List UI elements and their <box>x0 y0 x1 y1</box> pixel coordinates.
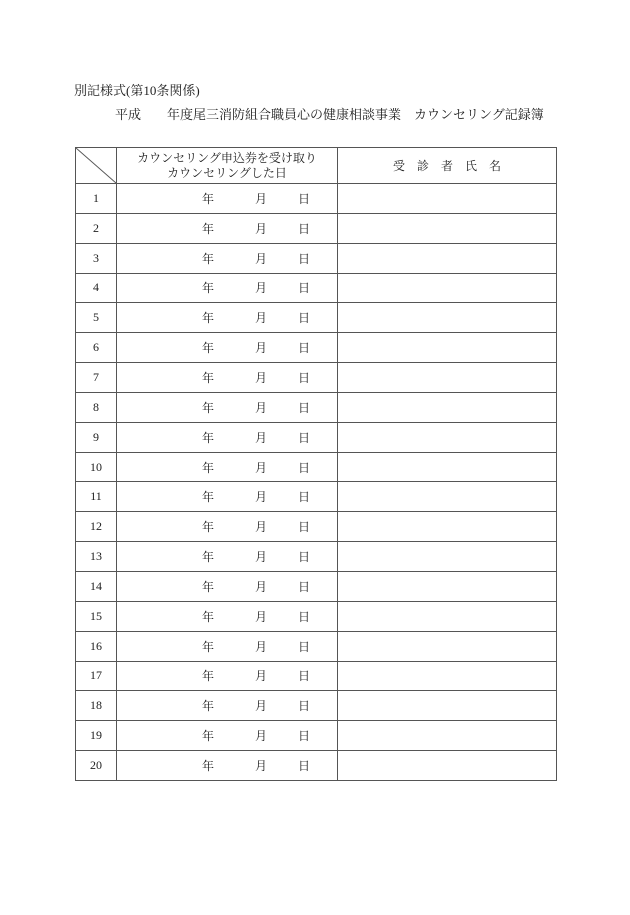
examinee-name-cell <box>338 184 557 214</box>
date-cell <box>117 482 338 512</box>
date-cell <box>117 452 338 482</box>
counseling-record-table <box>75 147 557 781</box>
record-row <box>76 691 557 721</box>
record-row <box>76 512 557 542</box>
examinee-name-cell <box>338 213 557 243</box>
row-number: 7 <box>76 363 117 393</box>
month-label: 月 <box>255 460 268 475</box>
month-label: 月 <box>255 609 268 624</box>
row-number: 4 <box>76 273 117 303</box>
record-row <box>76 601 557 631</box>
examinee-name-cell <box>338 482 557 512</box>
month-label: 月 <box>255 400 268 415</box>
year-label: 年 <box>202 311 215 326</box>
year-label: 年 <box>202 729 215 744</box>
diagonal-line-icon <box>76 148 116 183</box>
month-label: 月 <box>255 669 268 684</box>
day-label: 日 <box>298 430 311 445</box>
year-label: 年 <box>202 609 215 624</box>
examinee-name-cell <box>338 751 557 781</box>
row-number: 6 <box>76 333 117 363</box>
row-number: 15 <box>76 601 117 631</box>
year-label: 年 <box>202 281 215 296</box>
record-row <box>76 273 557 303</box>
month-label: 月 <box>255 699 268 714</box>
record-table-body <box>76 184 557 781</box>
day-label: 日 <box>298 579 311 594</box>
record-row <box>76 751 557 781</box>
year-label: 年 <box>202 520 215 535</box>
row-number: 16 <box>76 631 117 661</box>
day-label: 日 <box>298 609 311 624</box>
record-row <box>76 721 557 751</box>
month-label: 月 <box>255 341 268 356</box>
month-label: 月 <box>255 490 268 505</box>
document-title: 平成 年度尾三消防組合職員心の健康相談事業 カウンセリング記録簿 <box>115 107 544 122</box>
month-label: 月 <box>255 430 268 445</box>
examinee-name-cell <box>338 542 557 572</box>
year-label: 年 <box>202 639 215 654</box>
row-number: 14 <box>76 571 117 601</box>
examinee-name-cell <box>338 392 557 422</box>
day-label: 日 <box>298 520 311 535</box>
examinee-name-cell <box>338 333 557 363</box>
row-number: 5 <box>76 303 117 333</box>
year-label: 年 <box>202 341 215 356</box>
examinee-name-cell <box>338 243 557 273</box>
date-cell <box>117 303 338 333</box>
row-number: 18 <box>76 691 117 721</box>
day-label: 日 <box>298 490 311 505</box>
year-label: 年 <box>202 550 215 565</box>
year-label: 年 <box>202 370 215 385</box>
examinee-name-cell <box>338 363 557 393</box>
month-label: 月 <box>255 579 268 594</box>
date-cell <box>117 184 338 214</box>
date-cell <box>117 721 338 751</box>
date-column-header <box>117 148 338 184</box>
day-label: 日 <box>298 460 311 475</box>
day-label: 日 <box>298 639 311 654</box>
record-row <box>76 661 557 691</box>
row-number: 19 <box>76 721 117 751</box>
examinee-name-cell <box>338 571 557 601</box>
year-label: 年 <box>202 669 215 684</box>
month-label: 月 <box>255 520 268 535</box>
year-label: 年 <box>202 759 215 774</box>
row-number: 8 <box>76 392 117 422</box>
row-number: 20 <box>76 751 117 781</box>
date-cell <box>117 243 338 273</box>
date-cell <box>117 363 338 393</box>
year-label: 年 <box>202 579 215 594</box>
date-cell <box>117 601 338 631</box>
month-label: 月 <box>255 251 268 266</box>
record-row <box>76 542 557 572</box>
month-label: 月 <box>255 759 268 774</box>
year-label: 年 <box>202 490 215 505</box>
row-number: 2 <box>76 213 117 243</box>
day-label: 日 <box>298 759 311 774</box>
date-cell <box>117 333 338 363</box>
record-row <box>76 363 557 393</box>
date-cell <box>117 631 338 661</box>
examinee-name-cell <box>338 452 557 482</box>
record-row <box>76 571 557 601</box>
year-label: 年 <box>202 191 215 206</box>
month-label: 月 <box>255 639 268 654</box>
date-cell <box>117 512 338 542</box>
month-label: 月 <box>255 191 268 206</box>
examinee-name-cell <box>338 631 557 661</box>
month-label: 月 <box>255 281 268 296</box>
corner-cell <box>76 148 117 184</box>
year-label: 年 <box>202 699 215 714</box>
examinee-name-cell <box>338 422 557 452</box>
date-cell <box>117 273 338 303</box>
date-cell <box>117 542 338 572</box>
day-label: 日 <box>298 281 311 296</box>
date-cell <box>117 422 338 452</box>
examinee-name-cell <box>338 601 557 631</box>
month-label: 月 <box>255 370 268 385</box>
day-label: 日 <box>298 669 311 684</box>
month-label: 月 <box>255 729 268 744</box>
date-cell <box>117 213 338 243</box>
record-row <box>76 333 557 363</box>
day-label: 日 <box>298 370 311 385</box>
examinee-name-cell <box>338 273 557 303</box>
year-label: 年 <box>202 400 215 415</box>
day-label: 日 <box>298 400 311 415</box>
month-label: 月 <box>255 311 268 326</box>
year-label: 年 <box>202 251 215 266</box>
day-label: 日 <box>298 221 311 236</box>
year-label: 年 <box>202 430 215 445</box>
date-cell <box>117 691 338 721</box>
date-cell <box>117 661 338 691</box>
date-cell <box>117 751 338 781</box>
record-row <box>76 184 557 214</box>
year-label: 年 <box>202 221 215 236</box>
day-label: 日 <box>298 550 311 565</box>
day-label: 日 <box>298 729 311 744</box>
examinee-name-cell <box>338 303 557 333</box>
record-row <box>76 422 557 452</box>
record-row <box>76 392 557 422</box>
record-row <box>76 243 557 273</box>
row-number: 11 <box>76 482 117 512</box>
examinee-name-cell <box>338 691 557 721</box>
record-row <box>76 482 557 512</box>
row-number: 17 <box>76 661 117 691</box>
name-column-header: 受 診 者 氏 名 <box>338 148 557 184</box>
record-row <box>76 213 557 243</box>
month-label: 月 <box>255 221 268 236</box>
row-number: 9 <box>76 422 117 452</box>
day-label: 日 <box>298 699 311 714</box>
record-row <box>76 452 557 482</box>
row-number: 1 <box>76 184 117 214</box>
table-header-row <box>76 148 557 184</box>
examinee-name-cell <box>338 721 557 751</box>
date-cell <box>117 571 338 601</box>
date-cell <box>117 392 338 422</box>
form-style-note: 別記様式(第10条関係) <box>74 83 200 98</box>
month-label: 月 <box>255 550 268 565</box>
date-column-header-line2: カウンセリングした日 <box>167 165 287 180</box>
row-number: 12 <box>76 512 117 542</box>
row-number: 3 <box>76 243 117 273</box>
record-row <box>76 303 557 333</box>
examinee-name-cell <box>338 661 557 691</box>
row-number: 13 <box>76 542 117 572</box>
day-label: 日 <box>298 341 311 356</box>
year-label: 年 <box>202 460 215 475</box>
day-label: 日 <box>298 251 311 266</box>
record-row <box>76 631 557 661</box>
row-number: 10 <box>76 452 117 482</box>
examinee-name-cell <box>338 512 557 542</box>
day-label: 日 <box>298 191 311 206</box>
date-column-header-line1: カウンセリング申込券を受け取り <box>137 150 317 165</box>
day-label: 日 <box>298 311 311 326</box>
